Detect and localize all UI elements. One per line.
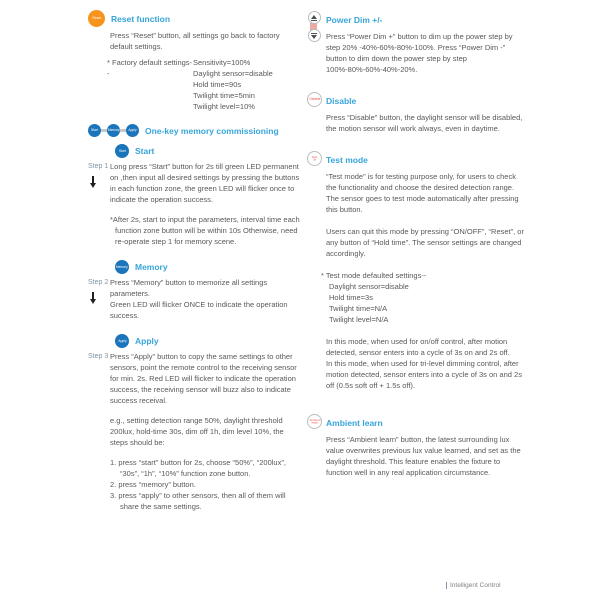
- start-circle-label: Start: [91, 128, 98, 132]
- test-mode-defaults: [321, 270, 528, 325]
- bar-icon: [311, 33, 317, 34]
- memory-button-icon: [115, 260, 129, 274]
- apply-circle-icon: [126, 124, 139, 137]
- power-dim-content: [326, 10, 528, 75]
- disable-button-icon: [307, 92, 322, 107]
- disable-title: Disable: [326, 96, 357, 106]
- reset-heading-row: [88, 10, 302, 27]
- step2-gutter: [88, 277, 110, 321]
- apply-example: e.g., setting detection range 50%, daylight threshold 200lux, hold-time 30s, dim off 1h, dim level 10%, the steps should be:: [110, 416, 284, 447]
- footer-label: Intelligent Control: [450, 582, 501, 589]
- factory-defaults: [107, 57, 302, 112]
- test-mode-button-icon: [307, 151, 322, 166]
- default-item: Hold time=3s: [329, 293, 373, 302]
- default-item: Hold time=90s: [193, 80, 242, 89]
- section-test-mode: [307, 150, 528, 391]
- disable-content: [326, 91, 528, 134]
- test-mode-content: [321, 150, 528, 391]
- test-mode-body4: In this mode, when used for tri-level dimming control, after motion detected, sensor enters into a cycle of 3s on and 2s off (0.5s soft off + 1.5s off).: [326, 359, 522, 390]
- step2-body: [110, 277, 302, 321]
- step3-row: [88, 351, 302, 512]
- ambient-learn-button-icon: [307, 414, 322, 429]
- step3-label: Step 3: [88, 353, 109, 360]
- section-power-dim: [307, 10, 528, 75]
- start-button-icon: [115, 144, 129, 158]
- section-reset: [88, 10, 302, 112]
- power-dim-body: Press “Power Dim +” button to dim up the power step by step 20% -40%-60%-80%-100%. Press “Power Dim -” button to dim down the power step by step 100%-80%-60%-40%-20%.: [326, 32, 513, 74]
- reset-icon-label: Reset: [92, 16, 101, 20]
- apply-heading-row: [115, 334, 302, 348]
- start-icon-label: Start: [118, 149, 126, 153]
- start-body: Long press “Start” button for 2s till green LED permanent on ,then input all desired settings by pressing the buttons in each function zone, the green LED will flicker once to indicate the operation success.: [110, 162, 300, 204]
- power-dim-buttons-icon: [307, 11, 321, 42]
- reset-body: Press “Reset” button, all settings go back to factory default settings.: [110, 31, 280, 51]
- test-defaults-list: [329, 281, 528, 325]
- apply-step-item: 2. press “memory” button.: [110, 480, 196, 489]
- start-title: Start: [135, 146, 155, 156]
- memory-circle-label: Memory: [107, 128, 120, 132]
- test-mode-title: Test mode: [326, 155, 368, 165]
- reset-button-icon: [88, 10, 105, 27]
- test-defaults-label: * Test mode defaulted settings--: [321, 271, 427, 280]
- step3-gutter: [88, 351, 110, 512]
- apply-title: Apply: [135, 336, 159, 346]
- down-triangle-icon: [311, 35, 317, 39]
- step-down-arrow-icon: [92, 292, 94, 299]
- apply-circle-label: Apply: [128, 128, 137, 132]
- up-triangle-icon: [311, 15, 317, 19]
- section-ambient-learn: [307, 413, 528, 478]
- ambient-icon-label: Ambient learn: [309, 418, 321, 424]
- ambient-gutter: [307, 413, 321, 478]
- memory-heading-row: [115, 260, 302, 274]
- step3-body: [110, 351, 302, 512]
- memory-body2: Green LED will flicker ONCE to indicate the operation success.: [110, 300, 288, 320]
- ambient-title: Ambient learn: [326, 418, 383, 428]
- default-item: Twilight time=N/A: [329, 304, 388, 313]
- test-mode-body1: “Test mode” is for testing purpose only, for users to check the functionality and choose the desired detection range. The sensor goes to test mode automatically after pressing this button.: [326, 172, 519, 214]
- test-mode-body3: In this mode, when used for on/off control, after motion detected, sensor enters into a cycle of 3s on and 2s off.: [326, 337, 510, 357]
- power-dim-title: Power Dim +/-: [326, 15, 383, 25]
- step1-row: [88, 161, 302, 247]
- onekey-title: One-key memory commissioning: [145, 125, 279, 136]
- apply-icon-label: Apply: [117, 339, 127, 343]
- test-mode-gutter: [307, 150, 321, 391]
- factory-defaults-label: * Factory default settings--: [107, 58, 193, 78]
- power-dim-gutter: [307, 10, 321, 75]
- section-onekey: [88, 124, 302, 512]
- footer-divider: [446, 582, 447, 589]
- reset-title: Reset function: [111, 13, 171, 24]
- page-footer: [446, 582, 501, 589]
- onekey-heading-row: [88, 124, 302, 137]
- start-note: *After 2s, start to input the parameters, interval time each function zone button will be within 10s Otherwise, need re-operate step 1 for memory scene.: [110, 215, 300, 246]
- apply-button-icon: [115, 334, 129, 348]
- apply-step-item: 1. press “start” button for 2s, choose “50%”, “200lux”, “30s”, “1h”, “10%” function zone button.: [110, 458, 286, 478]
- disable-body: Press “Disable” button, the daylight sensor will be disabled, the motion sensor will work always, even in daytime.: [326, 113, 523, 133]
- disable-gutter: [307, 91, 321, 134]
- apply-body: Press “Apply” button to copy the same settings to other sensors, point the remote control to the receiving sensor for min. 2s. Red LED will flicker to indicate the operation success, the receiving sensor will buzz also to indicate success receival.: [110, 352, 297, 405]
- step2-label: Step 2: [88, 279, 109, 286]
- power-dim-plus-icon: [308, 11, 321, 24]
- test-mode-icon-label: Test 3s: [311, 155, 318, 161]
- default-item: Sensitivity=100%: [193, 58, 251, 67]
- test-mode-body2: Users can quit this mode by pressing “ON/OFF”, “Reset”, or any button of “Hold time”. The sensor settings are changed accordingly.: [326, 227, 524, 258]
- bar-icon: [311, 20, 317, 21]
- default-item: Twilight time=5min: [193, 91, 255, 100]
- memory-circle-icon: [107, 124, 120, 137]
- step1-label: Step 1: [88, 163, 109, 170]
- left-column: [88, 10, 302, 512]
- default-item: Daylight sensor=disable: [329, 282, 409, 291]
- apply-step-item: 3. press “apply” to other sensors, then all of them will share the same settings.: [110, 491, 286, 511]
- section-disable: [307, 91, 528, 134]
- memory-icon-label: Memory: [116, 265, 128, 269]
- default-item: Twilight level=N/A: [329, 315, 389, 324]
- ambient-content: [326, 413, 528, 478]
- step1-gutter: [88, 161, 110, 247]
- factory-defaults-list: [193, 57, 302, 112]
- start-circle-icon: [88, 124, 101, 137]
- apply-steps-list: [110, 457, 302, 512]
- start-heading-row: [115, 144, 302, 158]
- right-column: [307, 10, 528, 478]
- step2-row: [88, 277, 302, 321]
- disable-icon-label: Disable: [309, 97, 321, 101]
- onekey-sequence-icon: [88, 124, 139, 137]
- memory-title: Memory: [135, 262, 168, 272]
- step1-body: [110, 161, 302, 247]
- default-item: Twilight level=10%: [193, 102, 255, 111]
- step-down-arrow-icon: [92, 176, 94, 183]
- default-item: Daylight sensor=disable: [193, 69, 273, 78]
- power-dim-minus-icon: [308, 29, 321, 42]
- memory-body: Press “Memory” button to memorize all settings parameters.: [110, 278, 268, 298]
- ambient-body: Press “Ambient learn” button, the latest surrounding lux value overwrites previous lux value learned, and set as the daylight threshold. This feature enables the fixture to function well in any real application circumstance.: [326, 435, 521, 477]
